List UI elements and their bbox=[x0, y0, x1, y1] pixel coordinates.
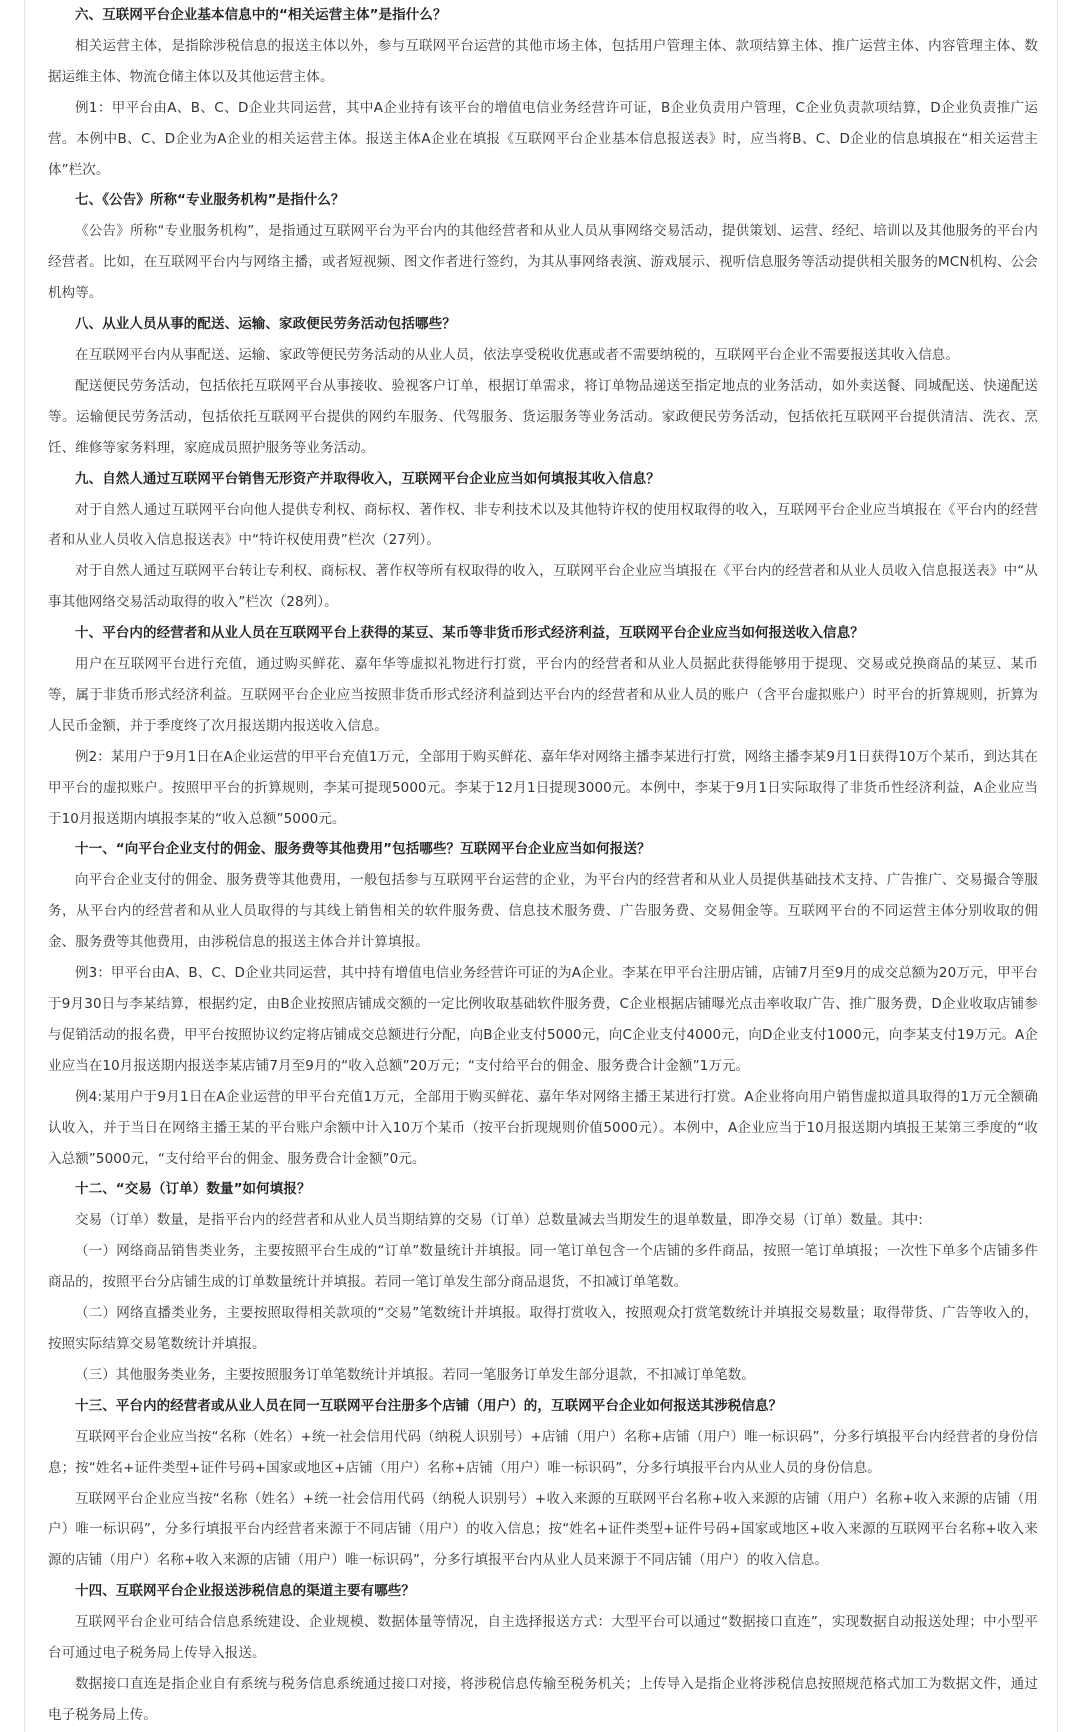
body-paragraph: 相关运营主体，是指除涉税信息的报送主体以外，参与互联网平台运营的其他市场主体，包括用户管理主体、款项结算主体、推广运营主体、内容管理主体、数据运维主体、物流仓储主体以及其他运营主体。 bbox=[48, 37, 1038, 85]
body-paragraph: 用户在互联网平台进行充值，通过购买鲜花、嘉年华等虚拟礼物进行打赏，平台内的经营者和从业人员据此获得能够用于提现、交易或兑换商品的某豆、某币等，属于非货币形式经济利益。互联网平台企业应当按照非货币形式经济利益到达平台内的经营者和从业人员的账户（含平台虚拟账户）时平台的折算规则，折算为人民币金额，并于季度终了次月报送期内报送收入信息。 bbox=[48, 656, 1038, 734]
section-heading: 七、《公告》所称“专业服务机构”是指什么？ bbox=[75, 192, 345, 209]
section-heading: 八、从业人员从事的配送、运输、家政便民劳务活动包括哪些？ bbox=[75, 316, 456, 333]
body-paragraph: 《公告》所称“专业服务机构”，是指通过互联网平台为平台内的其他经营者和从业人员从事网络交易活动，提供策划、运营、经纪、培训以及其他服务的平台内经营者。比如，在互联网平台内与网络主播，或者短视频、图文作者进行签约，为其从事网络表演、游戏展示、视听信息服务等活动提供相关服务的MCN机构、公会机构等。 bbox=[48, 223, 1038, 302]
section-heading: 十二、“交易（订单）数量”如何填报？ bbox=[75, 1181, 311, 1198]
body-paragraph: 例4:某用户于9月1日在A企业运营的甲平台充值1万元，全部用于购买鲜花、嘉年华对网络主播王某进行打赏。A企业将向用户销售虚拟道具取得的1万元全额确认收入，并于当日在网络主播王某的平台账户余额中计入10万个某币（按平台折现规则价值5000元）。本例中，A企业应当于10月报送期内填报王某第三季度的“收入总额”5000元，“支付给平台的佣金、服务费合计金额”0元。 bbox=[48, 1088, 1038, 1167]
section-heading: 十一、“向平台企业支付的佣金、服务费等其他费用”包括哪些？互联网平台企业应当如何报送？ bbox=[75, 841, 651, 858]
body-paragraph: （二）网络直播类业务，主要按照取得相关款项的“交易”笔数统计并填报。取得打赏收入，按照观众打赏笔数统计并填报交易数量；取得带货、广告等收入的，按照实际结算交易笔数统计并填报。 bbox=[48, 1305, 1038, 1352]
body-paragraph: 互联网平台企业应当按“名称（姓名）+统一社会信用代码（纳税人识别号）+店铺（用户）名称+店铺（用户）唯一标识码”，分多行填报平台内经营者的身份信息；按“姓名+证件类型+证件号码+国家或地区+店铺（用户）名称+店铺（用户）唯一标识码”，分多行填报平台内从业人员的身份信息。 bbox=[48, 1428, 1038, 1476]
body-paragraph: 配送便民劳务活动，包括依托互联网平台从事接收、验视客户订单，根据订单需求，将订单物品递送至指定地点的业务活动，如外卖送餐、同城配送、快递配送等。运输便民劳务活动，包括依托互联网平台提供的网约车服务、代驾服务、货运服务等业务活动。家政便民劳务活动，包括依托互联网平台提供清洁、洗衣、烹饪、维修等家务料理，家庭成员照护服务等业务活动。 bbox=[48, 377, 1038, 456]
body-paragraph: 数据接口直连是指企业自有系统与税务信息系统通过接口对接，将涉税信息传输至税务机关；上传导入是指企业将涉税信息按照规范格式加工为数据文件，通过电子税务局上传。 bbox=[48, 1675, 1038, 1723]
body-paragraph: 例1：甲平台由A、B、C、D企业共同运营，其中A企业持有该平台的增值电信业务经营许可证，B企业负责用户管理，C企业负责款项结算，D企业负责推广运营。本例中B、C、D企业为A企业的相关运营主体。报送主体A企业在填报《互联网平台企业基本信息报送表》时，应当将B、C、D企业的信息填报在“相关运营主体”栏次。 bbox=[48, 99, 1038, 178]
body-paragraph: 对于自然人通过互联网平台转让专利权、商标权、著作权等所有权取得的收入，互联网平台企业应当填报在《平台内的经营者和从业人员收入信息报送表》中“从事其他网络交易活动取得的收入”栏次（28列）。 bbox=[48, 563, 1038, 611]
body-paragraph: 向平台企业支付的佣金、服务费等其他费用，一般包括参与互联网平台运营的企业，为平台内的经营者和从业人员提供基础技术支持、广告推广、交易撮合等服务，从平台内的经营者和从业人员取得的与其线上销售相关的软件服务费、信息技术服务费、广告服务费、交易佣金等。互联网平台的不同运营主体分别收取的佣金、服务费等其他费用，由涉税信息的报送主体合并计算填报。 bbox=[48, 872, 1038, 951]
body-paragraph: 例3：甲平台由A、B、C、D企业共同运营，其中持有增值电信业务经营许可证的为A企业。李某在甲平台注册店铺，店铺7月至9月的成交总额为20万元，甲平台于9月30日与李某结算，根据约定，由B企业按照店铺成交额的一定比例收取基础软件服务费，C企业根据店铺曝光点击率收取广告、推广服务费，D企业收取店铺参与促销活动的报名费，甲平台按照协议约定将店铺成交总额进行分配，向B企业支付5000元，向C企业支付4000元，向D企业支付1000元，向李某支付19万元。A企业应当在10月报送期内报送李某店铺7月至9月的“收入总额”20万元；“支付给平台的佣金、服务费合计金额”1万元。 bbox=[48, 965, 1038, 1074]
section-heading: 九、自然人通过互联网平台销售无形资产并取得收入，互联网平台企业应当如何填报其收入信息？ bbox=[75, 470, 660, 487]
body-paragraph: 交易（订单）数量，是指平台内的经营者和从业人员当期结算的交易（订单）总数量减去当期发生的退单数量，即净交易（订单）数量。其中: bbox=[75, 1212, 923, 1229]
body-paragraph: （一）网络商品销售类业务，主要按照平台生成的“订单”数量统计并填报。同一笔订单包含一个店铺的多件商品，按照一笔订单填报；一次性下单多个店铺多件商品的，按照平台分店铺生成的订单数量统计并填报。若同一笔订单发生部分商品退货，不扣减订单笔数。 bbox=[48, 1243, 1038, 1291]
section-heading: 十四、互联网平台企业报送涉税信息的渠道主要有哪些？ bbox=[75, 1583, 415, 1600]
section-heading: 六、互联网平台企业基本信息中的“相关运营主体”是指什么？ bbox=[75, 7, 447, 23]
body-paragraph: 互联网平台企业可结合信息系统建设、企业规模、数据体量等情况，自主选择报送方式：大型平台可以通过“数据接口直连”，实现数据自动报送处理；中小型平台可通过电子税务局上传导入报送。 bbox=[48, 1614, 1038, 1662]
article-body bbox=[48, 0, 1038, 1731]
section-heading: 十、平台内的经营者和从业人员在互联网平台上获得的某豆、某币等非货币形式经济利益，互联网平台企业应当如何报送收入信息？ bbox=[75, 625, 864, 642]
body-paragraph: 对于自然人通过互联网平台向他人提供专利权、商标权、著作权、非专利技术以及其他特许权的使用权取得的收入，互联网平台企业应当填报在《平台内的经营者和从业人员收入信息报送表》中“特许权使用费”栏次（27列）。 bbox=[48, 501, 1038, 549]
body-paragraph: 互联网平台企业应当按“名称（姓名）+统一社会信用代码（纳税人识别号）+收入来源的互联网平台名称+收入来源的店铺（用户）名称+收入来源的店铺（用户）唯一标识码”，分多行填报平台内经营者来源于不同店铺（用户）的收入信息；按“姓名+证件类型+证件号码+国家或地区+收入来源的互联网平台名称+收入来源的店铺（用户）名称+收入来源的店铺（用户）唯一标识码”，分多行填报平台内从业人员来源于不同店铺（用户）的收入信息。 bbox=[48, 1490, 1038, 1569]
body-paragraph: 在互联网平台内从事配送、运输、家政等便民劳务活动的从业人员，依法享受税收优惠或者不需要纳税的，互联网平台企业不需要报送其收入信息。 bbox=[75, 346, 959, 363]
body-paragraph: （三）其他服务类业务，主要按照服务订单笔数统计并填报。若同一笔服务订单发生部分退款，不扣减订单笔数。 bbox=[75, 1366, 755, 1383]
section-heading: 十三、平台内的经营者或从业人员在同一互联网平台注册多个店铺（用户）的，互联网平台企业如何报送其涉税信息？ bbox=[75, 1397, 783, 1414]
body-paragraph: 例2：某用户于9月1日在A企业运营的甲平台充值1万元，全部用于购买鲜花、嘉年华对网络主播李某进行打赏，网络主播李某9月1日获得10万个某币，到达其在甲平台的虚拟账户。按照甲平台的折算规则，李某可提现5000元。李某于12月1日提现3000元。本例中，李某于9月1日实际取得了非货币性经济利益，A企业应当于10月报送期内填报李某的“收入总额”5000元。 bbox=[48, 748, 1038, 827]
